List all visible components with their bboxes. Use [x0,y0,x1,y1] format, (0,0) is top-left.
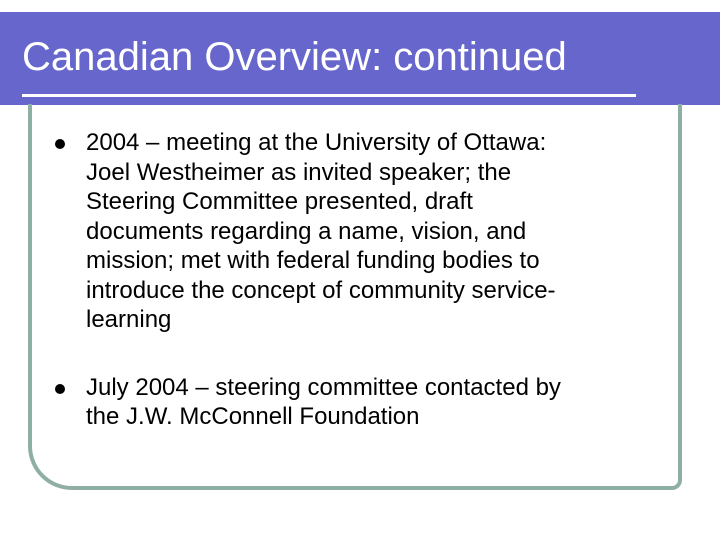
bullet-dot-icon [55,139,65,149]
bullet-line: learning [86,306,172,333]
bullet-line: 2004 – meeting at the University of Ottawa: [86,129,547,156]
bullet-line: introduce the concept of community service- [86,276,556,304]
bullet-line: the J.W. McConnell Foundation [86,403,420,430]
bullet-line: mission; met with federal funding bodies to [86,247,540,274]
bullet-item-mcconnell-foundation [54,373,654,432]
bullet-line: July 2004 – steering committee contacted by [86,373,561,401]
bullet-item-ottawa-meeting [54,128,654,335]
bullet-list [54,128,654,432]
bullet-dot-icon [55,384,65,394]
bullet-line: Steering Committee presented, draft [86,188,473,215]
slide-title: Canadian Overview: continued [22,35,567,79]
bullet-line: documents regarding a name, vision, and [86,217,527,245]
bullet-line: Joel Westheimer as invited speaker; the [86,158,512,186]
title-underline [22,94,636,97]
